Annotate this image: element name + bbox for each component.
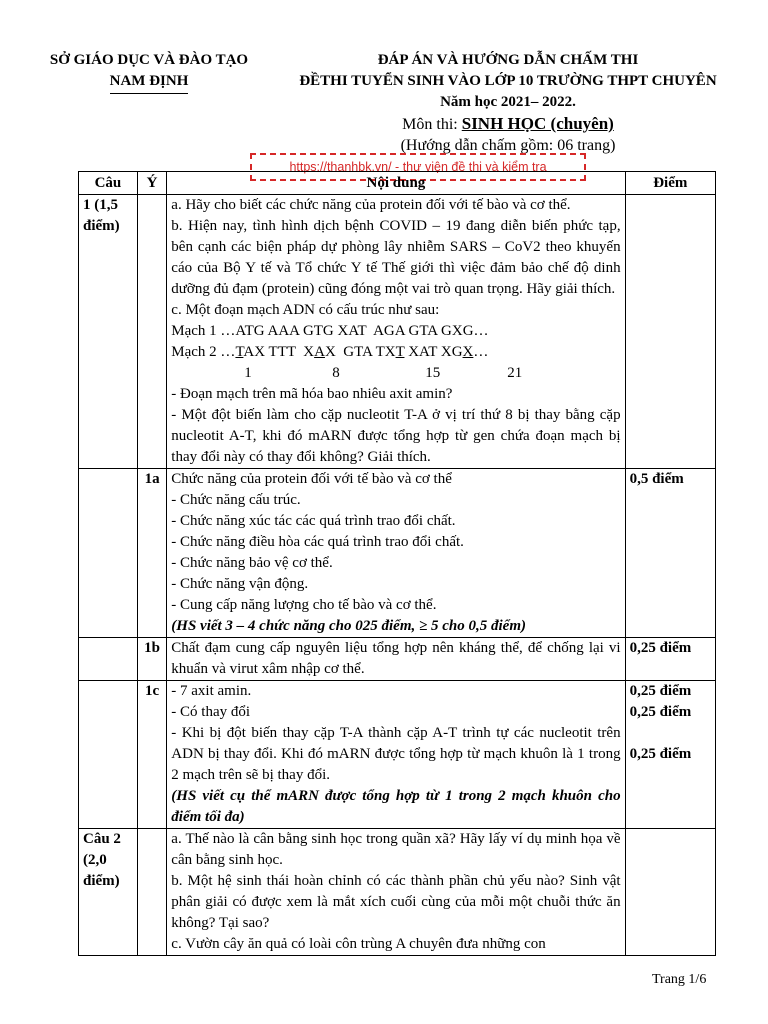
- page-number: Trang 1/6: [652, 972, 707, 987]
- question-label: Câu 2 (2,0 điểm): [79, 829, 138, 956]
- grading-note: (HS viết 3 – 4 chức năng cho 025 điểm, ≥ 5 cho 0,5 điểm): [171, 618, 526, 634]
- subject-name: SINH HỌC (chuyên): [461, 114, 614, 133]
- table-row: [79, 469, 716, 638]
- header-item: Ý: [137, 172, 166, 195]
- list-item: - Chức năng vận động.: [171, 576, 309, 592]
- position-marker: 15: [425, 365, 441, 381]
- answer-content: Chất đạm cung cấp nguyên liệu tổng hợp nên kháng thể, để chống lại vi khuẩn và virut xâm nhập cơ thể.: [167, 638, 625, 681]
- grading-note: (HS viết cụ thể mARN được tổng hợp từ 1 trong 2 mạch khuôn cho điểm tối đa): [171, 788, 621, 825]
- points-cell: 0,25 điểm 0,25 điểm 0,25 điểm: [625, 681, 715, 829]
- list-item: - Chức năng bảo vệ cơ thể.: [171, 555, 333, 571]
- header-content: Nội dung: [167, 172, 625, 195]
- list-item: - Chức năng xúc tác các quá trình trao đổi chất.: [171, 513, 456, 529]
- item-label: 1b: [137, 638, 166, 681]
- department-name: SỞ GIÁO DỤC VÀ ĐÀO TẠO: [49, 52, 249, 68]
- position-markers: [171, 363, 620, 384]
- question-part-c: c. Một đoạn mạch ADN có cấu trúc như sau:: [171, 302, 440, 318]
- position-marker: 8: [332, 365, 340, 381]
- table-row: [79, 829, 716, 956]
- question-content: a. Thế nào là cân bằng sinh học trong quần xã? Hãy lấy ví dụ minh họa về cân bằng sinh học. b. Một hệ sinh thái hoàn chỉnh có các thành phần chủ yếu nào? Sinh vật phân giải có được xem là mắt xích cuối cùng của mỗi một chuỗi thức ăn không? Tại sao? c. Vườn cây ăn quả có loài côn trùng A chuyên đưa những con: [167, 829, 625, 956]
- position-marker: 21: [507, 365, 523, 381]
- dna-strand-1: Mạch 1 …ATG AAA GTG XAT AGA GTA GXG…: [171, 323, 489, 339]
- list-item: - Chức năng cấu trúc.: [171, 492, 301, 508]
- question-content: [167, 195, 625, 469]
- points-cell: 0,5 điểm: [625, 469, 715, 638]
- table-row: [79, 638, 716, 681]
- subject-prefix: Môn thi:: [402, 116, 462, 133]
- answer-title: Chức năng của protein đối với tế bào và cơ thể: [171, 471, 452, 487]
- position-marker: 1: [244, 365, 252, 381]
- table-row: [79, 681, 716, 829]
- item-label: 1c: [137, 681, 166, 829]
- province-name: NAM ĐỊNH: [110, 71, 189, 94]
- school-year: Năm học 2021– 2022.: [440, 94, 576, 110]
- points-cell: 0,25 điểm: [625, 638, 715, 681]
- question-part-b: b. Hiện nay, tình hình dịch bệnh COVID – 19 đang diễn biến phức tạp, bên cạnh các biện pháp dự phòng lây nhiễm SARS – CoV2 theo khuyến cáo của Bộ Y tế và Tổ chức Y tế Thế giới thì việc đảm bảo chế độ dinh dưỡng đủ đạm (protein) cũng đóng một vai trò quan trọng. Hãy giải thích.: [171, 218, 621, 297]
- question-label: 1 (1,5 điểm): [79, 195, 138, 469]
- dna-strand-2: Mạch 2 …TAX TTT XAX GTA TXT XAT XGX…: [171, 344, 489, 360]
- exam-title: ĐỀTHI TUYỂN SINH VÀO LỚP 10 TRƯỜNG THPT CHUYÊN: [299, 73, 717, 89]
- question-ask-2: - Một đột biến làm cho cặp nucleotit T-A ở vị trí thứ 8 bị thay bằng cặp nucleotit A-T, khi đó mARN được tổng hợp từ gen chứa đoạn mạch bị thay đổi này có thay đổi không? Giải thích.: [171, 407, 621, 465]
- table-header-row: [79, 172, 716, 195]
- pages-note: (Hướng dẫn chấm gồm: 06 trang): [400, 137, 616, 154]
- header-left: [34, 50, 264, 94]
- item-label: 1a: [137, 469, 166, 638]
- subject-line: [248, 113, 768, 135]
- watermark-link[interactable]: https://thanhbk.vn/ - thư viện đề thi và kiểm tra: [250, 153, 586, 181]
- header-question: Câu: [79, 172, 138, 195]
- answer-content: - 7 axit amin. - Có thay đổi - Khi bị đột biến thay cặp T-A thành cặp A-T trình tự các nucleotit trên ADN bị thay đổi. Khi đó mARN được tổng hợp từ mạch khuôn là 1 trong 2 mạch trên sẽ bị thay đổi. (HS viết cụ thể mARN được tổng hợp từ 1 trong 2 mạch khuôn cho điểm tối đa): [167, 681, 625, 829]
- answer-content: [167, 469, 625, 638]
- list-item: - Chức năng điều hòa các quá trình trao đổi chất.: [171, 534, 464, 550]
- question-part-a: a. Hãy cho biết các chức năng của protein đối với tế bào và cơ thể.: [171, 197, 571, 213]
- question-ask-1: - Đoạn mạch trên mã hóa bao nhiêu axit amin?: [171, 386, 453, 402]
- doc-title: ĐÁP ÁN VÀ HƯỚNG DẪN CHẤM THI: [377, 52, 639, 68]
- header-right: [248, 50, 768, 156]
- answer-table: [78, 171, 716, 956]
- header-points: Điểm: [625, 172, 715, 195]
- list-item: - Cung cấp năng lượng cho tế bào và cơ thể.: [171, 597, 437, 613]
- table-row: [79, 195, 716, 469]
